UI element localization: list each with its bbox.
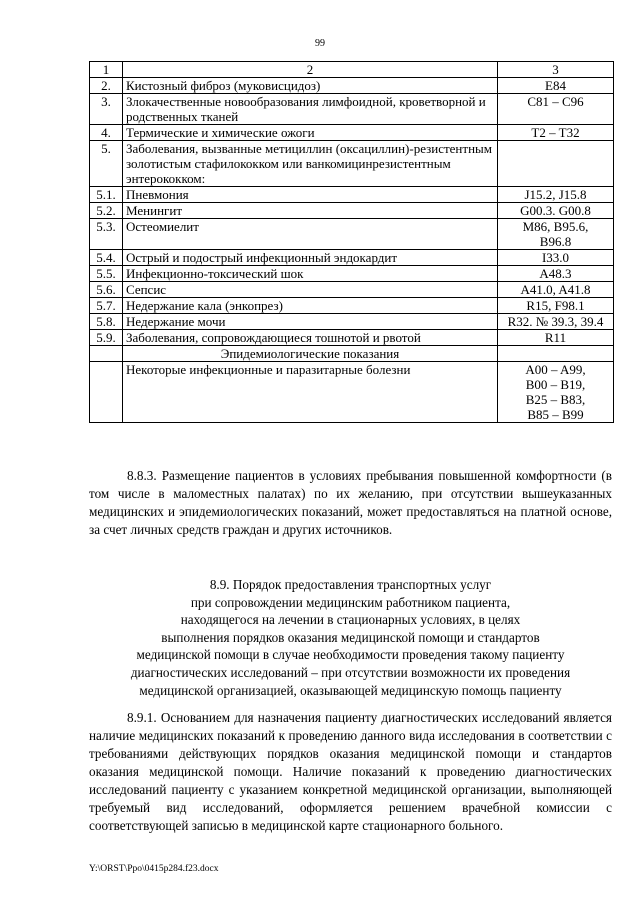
row-number: 5.3.: [90, 219, 123, 250]
table-row: [90, 298, 614, 314]
heading-line: выполнения порядков оказания медицинской помощи и стандартов: [161, 629, 540, 645]
icd-code-line: J15.2, J15.8: [524, 187, 587, 202]
header-col-3: 3: [498, 62, 614, 78]
row-number: 5.5.: [90, 266, 123, 282]
icd-code: [498, 219, 614, 250]
icd-code-line: A00 – A99,: [525, 362, 586, 377]
icd-code-line: T2 – T32: [531, 125, 580, 140]
row-number: 5.9.: [90, 330, 123, 346]
row-number: 5.6.: [90, 282, 123, 298]
paragraph-8-9-1: [89, 709, 612, 835]
table-row: [90, 203, 614, 219]
row-number: 5.4.: [90, 250, 123, 266]
table-row: [90, 187, 614, 203]
icd-code-line: I33.0: [541, 250, 570, 265]
paragraph-8-8-3: [89, 467, 612, 539]
icd-code: [498, 298, 614, 314]
icd-code-line: B85 – B99: [527, 407, 584, 422]
table-row: [90, 362, 614, 423]
icd-code: [498, 78, 614, 94]
icd-code: [498, 362, 614, 423]
diagnosis-name: Недержание мочи: [123, 314, 498, 330]
table-row: [90, 330, 614, 346]
icd-code: [498, 266, 614, 282]
diagnosis-name: Острый и подострый инфекционный эндокардит: [123, 250, 498, 266]
table-row: [90, 314, 614, 330]
paragraph-text: Размещение пациентов в условиях пребывания повышенной комфортности (в том числе в маломестных палатах) по их желанию, при отсутствии вышеуказанных медицинских и эпидемиологических показаний, может предоставляться на платной основе, за счет личных средств граждан и других источников.: [89, 468, 612, 537]
diagnosis-name: Пневмония: [123, 187, 498, 203]
icd-code: [498, 187, 614, 203]
diagnosis-name: Заболевания, вызванные метициллин (оксациллин)-резистентным золотистым стафилококком или ванкомицинрезистентным энтерококком:: [123, 141, 498, 187]
icd-code-line: R11: [544, 330, 567, 345]
header-col-1: 1: [90, 62, 123, 78]
diagnosis-name: Сепсис: [123, 282, 498, 298]
section-heading-8-9: [89, 576, 612, 699]
icd-code: [498, 346, 614, 362]
icd-code: [498, 330, 614, 346]
icd-code-line: B25 – B83,: [525, 392, 586, 407]
row-number: 5.2.: [90, 203, 123, 219]
icd-code: [498, 203, 614, 219]
diagnosis-name: Злокачественные новообразования лимфоидной, кроветворной и родственных тканей: [123, 94, 498, 125]
icd-code-line: E84: [545, 78, 566, 93]
icd-code: [498, 282, 614, 298]
icd-code-line: C81 – C96: [527, 94, 584, 109]
diagnosis-name: Менингит: [123, 203, 498, 219]
heading-line: медицинской помощи в случае необходимости проведения такому пациенту: [136, 647, 565, 663]
row-number: 5.1.: [90, 187, 123, 203]
icd-code: [498, 94, 614, 125]
row-number: [90, 346, 123, 362]
row-number: [90, 362, 123, 423]
table-row: [90, 141, 614, 187]
icd-code: [498, 314, 614, 330]
table-header-row: [90, 62, 614, 78]
table-row: [90, 250, 614, 266]
icd-code-line: B96.8: [539, 234, 572, 249]
row-number: 5.7.: [90, 298, 123, 314]
table-row: [90, 282, 614, 298]
diagnosis-name: Заболевания, сопровождающиеся тошнотой и рвотой: [123, 330, 498, 346]
icd-code-line: A41.0, A41.8: [520, 282, 591, 297]
paragraph-label: 8.8.3.: [127, 468, 157, 483]
icd-code-line: G00.3. G00.8: [520, 203, 591, 218]
icd-code-line: A48.3: [539, 266, 572, 281]
diagnosis-name: Остеомиелит: [123, 219, 498, 250]
icd-code-line: B00 – B19,: [525, 377, 586, 392]
row-number: 3.: [90, 94, 123, 125]
table-row: [90, 125, 614, 141]
table-row: [90, 94, 614, 125]
table-row: [90, 266, 614, 282]
paragraph-text: Основанием для назначения пациенту диагностических исследований является наличие медицинских показаний к проведению данного вида исследования в соответствии с требованиями действующих порядков оказания медицинской помощи и стандартов оказания медицинской помощи. Наличие показаний к проведению диагностических исследований пациенту с указанием конкретной медицинской организации, выполняющей требуемый вид исследований, оформляется решением врачебной комиссии с соответствующей записью в медицинской карте стационарного больного.: [89, 710, 613, 833]
heading-line: диагностических исследований – при отсутствии возможности их проведения: [130, 664, 571, 680]
diagnosis-name: Инфекционно-токсический шок: [123, 266, 498, 282]
paragraph-label: 8.9.1.: [127, 710, 157, 725]
icd-code-line: R15, F98.1: [526, 298, 585, 313]
row-number: 4.: [90, 125, 123, 141]
section-title: Эпидемиологические показания: [123, 346, 498, 362]
diagnosis-name: Некоторые инфекционные и паразитарные болезни: [123, 362, 498, 423]
diagnosis-table: [89, 61, 614, 423]
file-path-footer: Y:\ORST\Ppo\0415p284.f23.docx: [89, 864, 219, 874]
heading-line: при сопровождении медицинским работником пациента,: [190, 594, 511, 610]
icd-code: [498, 125, 614, 141]
diagnosis-name: Кистозный фиброз (муковисцидоз): [123, 78, 498, 94]
icd-code: [498, 250, 614, 266]
row-number: 5.: [90, 141, 123, 187]
diagnosis-name: Недержание кала (энкопрез): [123, 298, 498, 314]
heading-line: 8.9. Порядок предоставления транспортных услуг: [209, 577, 492, 592]
table-body: [90, 62, 614, 423]
row-number: 2.: [90, 78, 123, 94]
icd-code-line: M86, B95.6,: [522, 219, 589, 234]
row-number: 5.8.: [90, 314, 123, 330]
section-row: [90, 346, 614, 362]
icd-code-line: R32. № 39.3, 39.4: [507, 314, 604, 329]
table-row: [90, 78, 614, 94]
heading-line: находящегося на лечении в стационарных условиях, в целях: [180, 612, 521, 628]
icd-code: [498, 141, 614, 187]
diagnosis-name: Термические и химические ожоги: [123, 125, 498, 141]
page-number: 99: [315, 38, 325, 49]
heading-line: медицинской организацией, оказывающей медицинскую помощь пациенту: [139, 682, 562, 698]
header-col-2: 2: [123, 62, 498, 78]
table-row: [90, 219, 614, 250]
